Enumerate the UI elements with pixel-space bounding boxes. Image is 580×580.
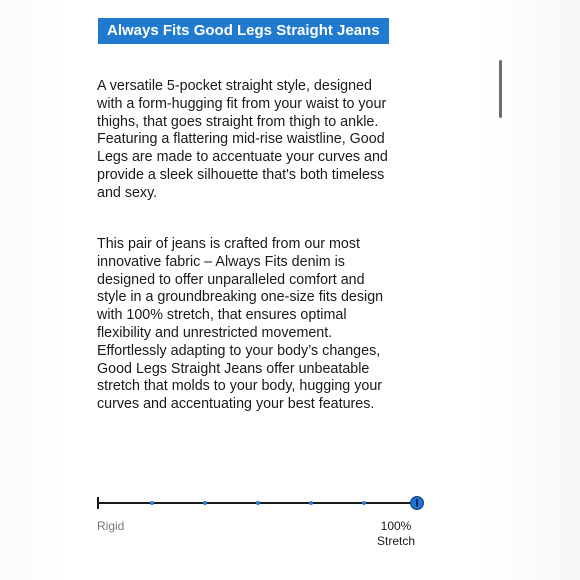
product-title: Always Fits Good Legs Straight Jeans xyxy=(98,18,389,44)
stretch-scale-tick xyxy=(309,501,313,505)
description-paragraph-2: This pair of jeans is crafted from our most innovative fabric – Always Fits denim is designed to offer unparalleled comfort and style in a groundbreaking one-size fits design with 100% stretch, that ensures optimal flexibility and unrestricted movement. Effortlessly adapting to your body’s changes, Good Legs Straight Jeans offer unbeatable stretch that molds to your body, hugging your curves and accentuating your best features. xyxy=(97,236,384,413)
stretch-scale xyxy=(97,494,427,514)
stretch-scale-tick xyxy=(362,501,366,505)
stretch-scale-tick xyxy=(256,501,260,505)
stretch-label-full-stretch: 100% Stretch xyxy=(376,519,415,548)
stretch-level-knob xyxy=(410,496,424,510)
scrollbar-thumb[interactable] xyxy=(499,60,502,118)
stretch-label-rigid: Rigid xyxy=(97,519,125,533)
stretch-scale-start-marker xyxy=(97,497,99,509)
stretch-scale-tick xyxy=(203,501,207,505)
description-paragraph-1: A versatile 5-pocket straight style, designed with a form-hugging fit from your waist to your thighs, that goes straight from thigh to ankle. Featuring a flattering mid-rise waistline, Good Legs are made to accentuate your curves and provide a sleek silhouette that's both timeless and sexy. xyxy=(97,78,388,201)
stretch-scale-tick xyxy=(150,501,154,505)
